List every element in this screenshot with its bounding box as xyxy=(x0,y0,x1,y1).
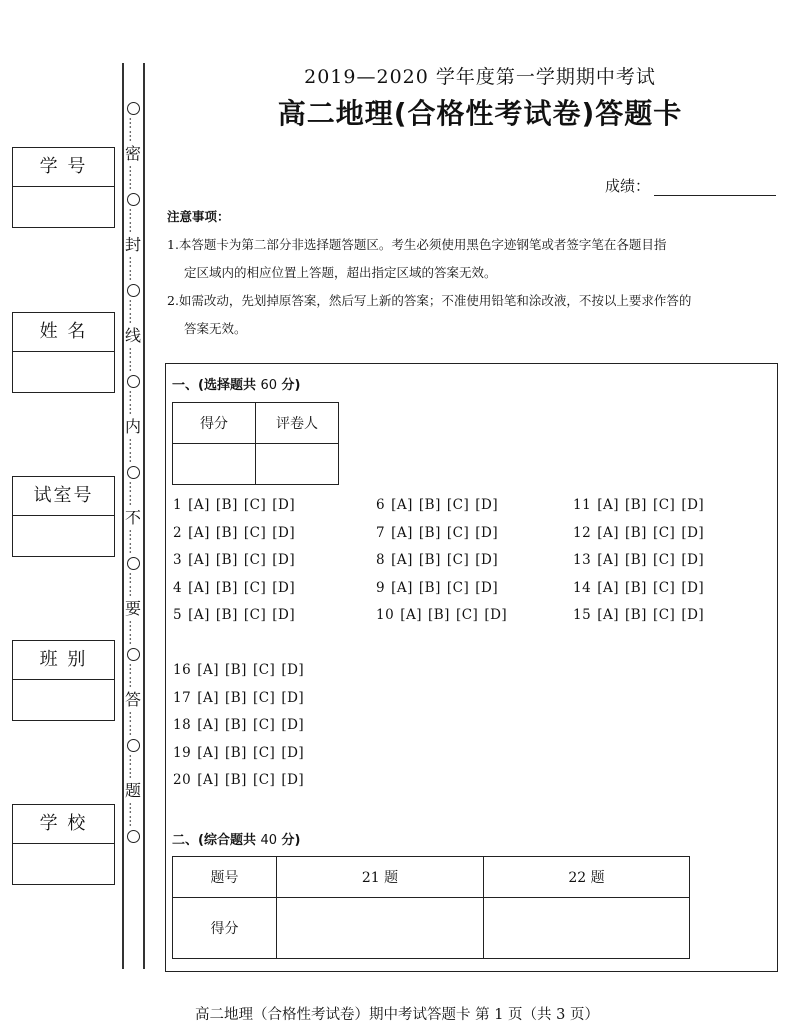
question-row xyxy=(376,580,498,596)
question-number: 14 xyxy=(573,579,592,596)
question-number: 19 xyxy=(173,744,192,761)
question-number: 13 xyxy=(573,552,592,569)
answer-option[interactable]: [D] xyxy=(484,607,508,624)
question-number: 8 xyxy=(376,552,386,569)
answer-option[interactable]: [C] xyxy=(446,552,470,569)
seal-char: 题 xyxy=(125,781,142,800)
question-row xyxy=(573,580,704,596)
answer-option[interactable]: [D] xyxy=(272,524,296,541)
answer-option[interactable]: [C] xyxy=(652,552,676,569)
answer-option[interactable]: [D] xyxy=(475,497,499,513)
answer-option[interactable]: [A] xyxy=(197,744,219,761)
answer-option[interactable]: [B] xyxy=(215,497,238,513)
answer-option[interactable]: [C] xyxy=(446,524,470,541)
seal-char: 封 xyxy=(125,235,142,254)
answer-option[interactable]: [C] xyxy=(652,497,676,513)
answer-option[interactable]: [A] xyxy=(188,497,210,513)
question-number: 6 xyxy=(376,497,386,513)
question-row xyxy=(173,525,295,541)
answer-option[interactable]: [D] xyxy=(281,772,305,789)
answer-option[interactable]: [A] xyxy=(188,607,210,624)
seal-circle xyxy=(127,193,140,206)
answer-option[interactable]: [D] xyxy=(281,689,305,706)
binding-line-right xyxy=(143,63,145,969)
answer-option[interactable]: [C] xyxy=(446,579,470,596)
score-row-label: 得分 xyxy=(173,898,277,959)
seal-char: 不 xyxy=(125,508,142,527)
question-number: 5 xyxy=(173,607,183,624)
class-box xyxy=(12,640,115,721)
answer-option[interactable]: [A] xyxy=(188,579,210,596)
answer-option[interactable]: [D] xyxy=(272,579,296,596)
student-id-box xyxy=(12,147,115,228)
question-number: 2 xyxy=(173,524,183,541)
answer-option[interactable]: [A] xyxy=(400,607,422,624)
question-number: 7 xyxy=(376,524,386,541)
section2-score-table xyxy=(172,856,690,959)
score-field[interactable] xyxy=(654,179,776,196)
school-box xyxy=(12,804,115,885)
answer-option[interactable]: [A] xyxy=(597,579,619,596)
seal-circle xyxy=(127,375,140,388)
question-number: 20 xyxy=(173,772,192,789)
instruction-1-cont: 定区域内的相应位置上答题，超出指定区域的答案无效。 xyxy=(184,265,497,280)
answer-option[interactable]: [B] xyxy=(418,497,441,513)
answer-option[interactable]: [B] xyxy=(418,579,441,596)
class-field[interactable] xyxy=(13,680,114,720)
answer-option[interactable]: [A] xyxy=(188,524,210,541)
seal-circle xyxy=(127,466,140,479)
seal-line: …… 密 …… …… 封 …… …… 线 …… …… 内 …… …… 不 …… …… 要 …… …… 答 …… …… 题 …… xyxy=(125,100,141,845)
seal-char: 答 xyxy=(125,690,142,709)
instructions xyxy=(167,203,779,343)
answer-option[interactable]: [B] xyxy=(624,524,647,541)
answer-option[interactable]: [A] xyxy=(391,497,413,513)
answer-option[interactable]: [C] xyxy=(652,524,676,541)
question-row xyxy=(573,552,704,568)
q21-score-cell[interactable] xyxy=(277,898,484,959)
answer-option[interactable]: [A] xyxy=(188,552,210,569)
answer-option[interactable]: [A] xyxy=(391,579,413,596)
question-number: 12 xyxy=(573,524,592,541)
seal-char: 要 xyxy=(125,599,142,618)
question-number: 4 xyxy=(173,579,183,596)
answer-option[interactable]: [B] xyxy=(624,579,647,596)
section1-title: 一、(选择题共 60 分) xyxy=(172,378,301,393)
answer-option[interactable]: [A] xyxy=(391,552,413,569)
answer-option[interactable]: [B] xyxy=(624,497,647,513)
answer-option[interactable]: [C] xyxy=(652,579,676,596)
question-row xyxy=(573,607,704,623)
question-row xyxy=(376,607,507,623)
answer-option[interactable]: [B] xyxy=(624,607,647,624)
answer-option[interactable]: [D] xyxy=(475,552,499,569)
instruction-2-cont: 答案无效。 xyxy=(184,321,247,336)
question-row xyxy=(573,497,704,513)
question-row xyxy=(173,772,304,788)
exam-subtitle: 2019—2020 学年度第一学期期中考试 xyxy=(304,66,656,88)
answer-option[interactable]: [B] xyxy=(418,524,441,541)
answer-option[interactable]: [C] xyxy=(652,607,676,624)
score-line xyxy=(605,175,776,196)
answer-option[interactable]: [D] xyxy=(475,524,499,541)
question-number: 17 xyxy=(173,689,192,706)
answer-option[interactable]: [C] xyxy=(252,689,276,706)
answer-option[interactable]: [B] xyxy=(224,772,247,789)
answer-option[interactable]: [D] xyxy=(681,579,705,596)
score-label: 成绩： xyxy=(605,177,651,195)
seal-circle xyxy=(127,102,140,115)
grader-cell[interactable] xyxy=(256,444,339,485)
answer-option[interactable]: [D] xyxy=(272,497,296,513)
seal-char: 内 xyxy=(125,417,142,436)
question-number: 1 xyxy=(173,497,183,513)
answer-option[interactable]: [B] xyxy=(215,607,238,624)
answer-option[interactable]: [A] xyxy=(597,552,619,569)
page-footer: 高二地理（合格性考试卷）期中考试答题卡 第 1 页（共 3 页） xyxy=(195,1007,599,1023)
question-number: 10 xyxy=(376,607,395,624)
question-row xyxy=(376,497,498,513)
exam-room-box xyxy=(12,476,115,557)
question-number: 15 xyxy=(573,607,592,624)
answer-option[interactable]: [D] xyxy=(681,524,705,541)
answer-option[interactable]: [A] xyxy=(597,607,619,624)
answer-option[interactable]: [D] xyxy=(681,607,705,624)
seal-char: 密 xyxy=(125,144,142,163)
answer-option[interactable]: [A] xyxy=(391,524,413,541)
question-row xyxy=(173,552,295,568)
answer-option[interactable]: [B] xyxy=(427,607,450,624)
answer-option[interactable]: [C] xyxy=(243,552,267,569)
q22-score-cell[interactable] xyxy=(484,898,690,959)
answer-option[interactable]: [B] xyxy=(418,552,441,569)
answer-option[interactable]: [C] xyxy=(243,497,267,513)
answer-option[interactable]: [A] xyxy=(197,772,219,789)
answer-option[interactable]: [A] xyxy=(197,717,219,734)
answer-option[interactable]: [D] xyxy=(681,552,705,569)
instructions-heading: 注意事项： xyxy=(167,209,230,224)
answer-option[interactable]: [B] xyxy=(224,662,247,678)
answer-option[interactable]: [C] xyxy=(252,662,276,678)
class-label: 班 别 xyxy=(13,641,114,680)
answer-option[interactable]: [C] xyxy=(455,607,479,624)
answer-option[interactable]: [D] xyxy=(475,579,499,596)
answer-option[interactable]: [B] xyxy=(215,552,238,569)
binding-line-left xyxy=(122,63,124,969)
seal-char: 线 xyxy=(125,326,142,345)
section2-title: 二、(综合题共 40 分) xyxy=(172,833,301,848)
answer-option[interactable]: [A] xyxy=(597,524,619,541)
grader-header: 评卷人 xyxy=(256,403,339,444)
exam-room-field[interactable] xyxy=(13,516,114,556)
question-number: 9 xyxy=(376,579,386,596)
answer-option[interactable]: [D] xyxy=(272,552,296,569)
name-field[interactable] xyxy=(13,352,114,392)
answer-option[interactable]: [C] xyxy=(252,744,276,761)
name-label: 姓 名 xyxy=(13,313,114,352)
score-cell[interactable] xyxy=(173,444,256,485)
question-row xyxy=(173,497,295,513)
answer-option[interactable]: [D] xyxy=(281,662,305,678)
answer-option[interactable]: [D] xyxy=(272,607,296,624)
section1-grader-table xyxy=(172,402,339,485)
question-row xyxy=(173,745,304,761)
instruction-1: 1.本答题卡为第二部分非选择题答题区。考生必须使用黑色字迹钢笔或者签字笔在各题目指 xyxy=(167,237,667,252)
q21-header: 21 题 xyxy=(277,857,484,898)
answer-option[interactable]: [D] xyxy=(681,497,705,513)
school-label: 学 校 xyxy=(13,805,114,844)
student-id-field[interactable] xyxy=(13,187,114,227)
question-row xyxy=(376,525,498,541)
answer-option[interactable]: [A] xyxy=(197,662,219,678)
seal-circle xyxy=(127,284,140,297)
question-number: 18 xyxy=(173,717,192,734)
answer-option[interactable]: [C] xyxy=(252,772,276,789)
answer-option[interactable]: [C] xyxy=(243,579,267,596)
question-row xyxy=(173,607,295,623)
question-row xyxy=(173,717,304,733)
answer-option[interactable]: [D] xyxy=(281,744,305,761)
answer-option[interactable]: [C] xyxy=(243,607,267,624)
answer-option[interactable]: [B] xyxy=(224,717,247,734)
seal-circle xyxy=(127,557,140,570)
question-row xyxy=(173,662,304,678)
exam-room-label: 试室号 xyxy=(13,477,114,516)
answer-option[interactable]: [C] xyxy=(446,497,470,513)
question-no-header: 题号 xyxy=(173,857,277,898)
student-id-label: 学 号 xyxy=(13,148,114,187)
question-number: 16 xyxy=(173,662,192,678)
seal-circle xyxy=(127,739,140,752)
seal-circle xyxy=(127,648,140,661)
answer-option[interactable]: [A] xyxy=(197,689,219,706)
answer-option[interactable]: [B] xyxy=(224,744,247,761)
answer-option[interactable]: [B] xyxy=(215,579,238,596)
answer-option[interactable]: [A] xyxy=(597,497,619,513)
score-header: 得分 xyxy=(173,403,256,444)
answer-option[interactable]: [B] xyxy=(224,689,247,706)
name-box xyxy=(12,312,115,393)
instruction-2: 2.如需改动，先划掉原答案，然后写上新的答案；不准使用铅笔和涂改液，不按以上要求作答的 xyxy=(167,293,692,308)
question-number: 3 xyxy=(173,552,183,569)
question-row xyxy=(173,690,304,706)
answer-option[interactable]: [C] xyxy=(243,524,267,541)
question-row xyxy=(376,552,498,568)
answer-option[interactable]: [D] xyxy=(281,717,305,734)
question-number: 11 xyxy=(573,497,592,513)
seal-circle xyxy=(127,830,140,843)
school-field[interactable] xyxy=(13,844,114,884)
q22-header: 22 题 xyxy=(484,857,690,898)
answer-option[interactable]: [B] xyxy=(624,552,647,569)
answer-option[interactable]: [C] xyxy=(252,717,276,734)
page-title: 高二地理(合格性考试卷)答题卡 xyxy=(277,97,683,130)
question-row xyxy=(573,525,704,541)
question-row xyxy=(173,580,295,596)
answer-option[interactable]: [B] xyxy=(215,524,238,541)
